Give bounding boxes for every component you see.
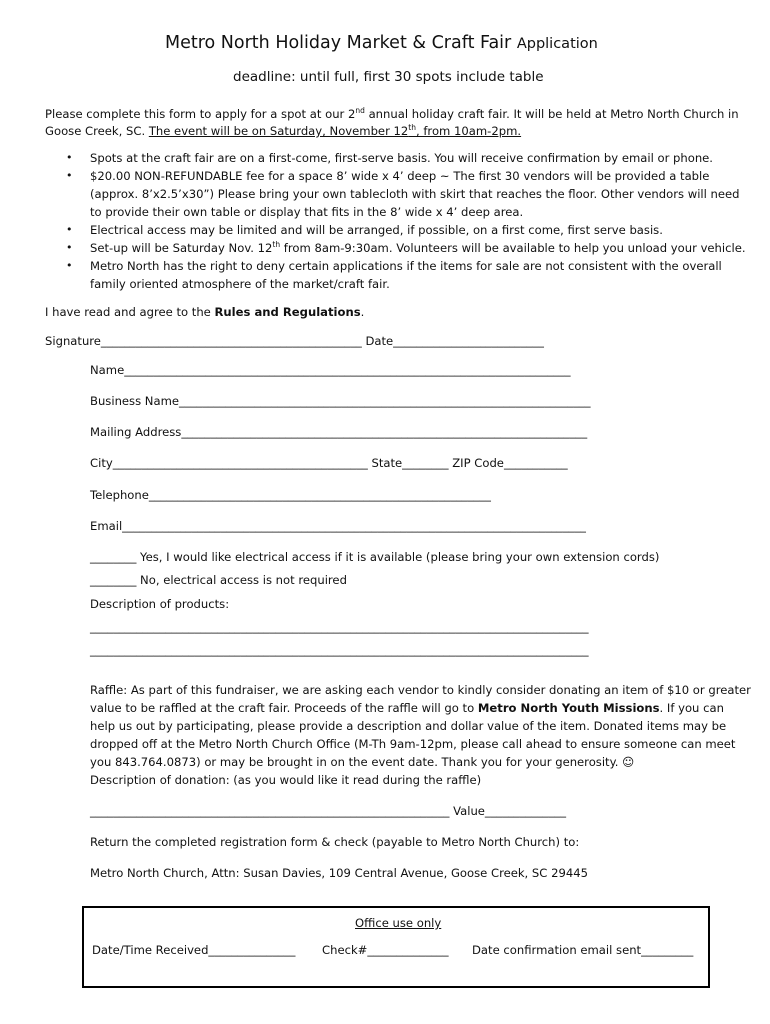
- check-number-field[interactable]: Check#______________: [322, 943, 449, 957]
- confirmation-date-field[interactable]: Date confirmation email sent_________: [472, 943, 694, 957]
- rules-regulations: Rules and Regulations: [214, 305, 361, 319]
- bullet-icon: •: [66, 259, 73, 272]
- date-time-received-field[interactable]: Date/Time Received_______________: [92, 943, 296, 957]
- rule-setup: Set-up will be Saturday Nov. 12th from 8am-9:30am. Volunteers will be available to help you unload your vehicle.: [90, 240, 746, 255]
- email-field[interactable]: Email________________________________________________________________________________: [90, 519, 586, 533]
- products-description-line-2[interactable]: ______________________________________________________________________________________: [90, 643, 589, 657]
- electrical-yes-option[interactable]: ________ Yes, I would like electrical access if it is available (please bring your own extension cords): [90, 550, 660, 564]
- bullet-icon: •: [66, 151, 73, 164]
- products-description-line-1[interactable]: ______________________________________________________________________________________: [90, 620, 589, 634]
- business-name-field[interactable]: Business Name_______________________________________________________________________: [90, 394, 591, 408]
- signature-field[interactable]: Signature_____________________________________________ Date__________________________: [45, 334, 544, 348]
- return-instructions: Return the completed registration form & check (payable to Metro North Church) to:: [90, 835, 580, 849]
- rule-fee-line-1: $20.00 NON-REFUNDABLE fee for a space 8’ wide x 4’ deep ~ The first 30 vendors will be provided a table: [90, 169, 710, 183]
- rule-deny-line-2: family oriented atmosphere of the market/craft fair.: [90, 277, 390, 291]
- raffle-line-1: Raffle: As part of this fundraiser, we are asking each vendor to kindly consider donating an item of $10 or greater: [90, 683, 751, 697]
- rule-electrical: Electrical access may be limited and will be arranged, if possible, on a first come, first serve basis.: [90, 223, 663, 237]
- form-title: [165, 33, 598, 54]
- rule-fee-line-3: to provide their own table or display that fits in the 8’ wide x 4’ deep area.: [90, 205, 524, 219]
- donation-value-field[interactable]: ______________________________________________________________ Value______________: [90, 804, 567, 818]
- products-description-label: Description of products:: [90, 597, 230, 611]
- return-address: Metro North Church, Attn: Susan Davies, 109 Central Avenue, Goose Creek, SC 29445: [90, 866, 588, 880]
- donation-description-label: Description of donation: (as you would like it read during the raffle): [90, 773, 482, 787]
- telephone-field[interactable]: Telephone___________________________________________________________: [90, 488, 491, 502]
- mailing-address-field[interactable]: Mailing Address______________________________________________________________________: [90, 425, 588, 439]
- title-suffix: Application: [516, 36, 598, 52]
- agreement-text: I have read and agree to the Rules and Regulations.: [45, 305, 365, 319]
- raffle-line-2: value to be raffled at the craft fair. Proceeds of the raffle will go to Metro North Youth Missions. If you can: [90, 701, 724, 715]
- raffle-line-4: dropped off at the Metro North Church Office (M-Th 9am-12pm, please call ahead to ensure someone can meet: [90, 737, 736, 751]
- office-use-title: Office use only: [355, 916, 442, 930]
- intro-line-2: Goose Creek, SC. The event will be on Saturday, November 12th, from 10am-2pm.: [45, 123, 522, 138]
- bullet-icon: •: [66, 169, 73, 182]
- rule-first-come: Spots at the craft fair are on a first-come, first-serve basis. You will receive confirmation by email or phone.: [90, 151, 713, 165]
- rule-fee-line-2: (approx. 8’x2.5’x30”) Please bring your own tablecloth with skirt that reaches the floor. Other vendors will need: [90, 187, 740, 201]
- event-date: The event will be on Saturday, November 12th, from 10am-2pm.: [148, 123, 522, 138]
- intro-line-1: Please complete this form to apply for a spot at our 2nd annual holiday craft fair. It will be held at Metro North Church in: [45, 106, 739, 121]
- raffle-line-5: you 843.764.0873) or may be brought in on the event date. Thank you for your generosity. ☺: [90, 755, 635, 769]
- raffle-line-3: help us out by participating, please provide a description and dollar value of the item. Donated items may be: [90, 719, 727, 733]
- bullet-icon: •: [66, 223, 73, 236]
- rule-deny-line-1: Metro North has the right to deny certain applications if the items for sale are not consistent with the overall: [90, 259, 722, 273]
- city-state-zip-field[interactable]: City____________________________________________ State________ ZIP Code___________: [90, 456, 568, 470]
- youth-missions: Metro North Youth Missions: [477, 701, 660, 715]
- title-main: Metro North Holiday Market & Craft Fair: [165, 33, 512, 53]
- bullet-icon: •: [66, 241, 73, 254]
- name-field[interactable]: Name_____________________________________________________________________________: [90, 363, 571, 377]
- electrical-no-option[interactable]: ________ No, electrical access is not required: [90, 573, 347, 587]
- deadline-text: deadline: until full, first 30 spots include table: [233, 69, 544, 85]
